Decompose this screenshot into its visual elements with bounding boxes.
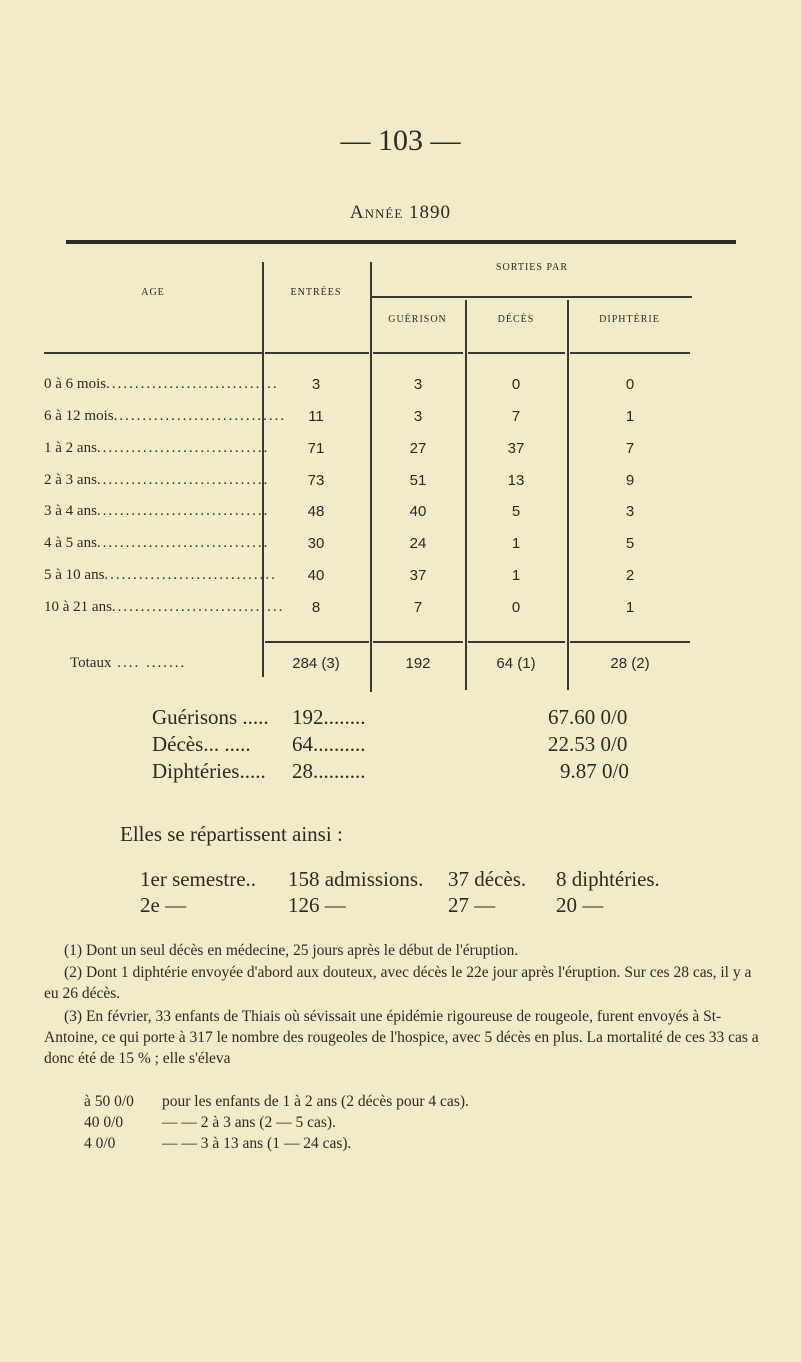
row-deces: 0 [511, 599, 521, 616]
row-entrees: 40 [307, 567, 325, 584]
col-rule-2 [370, 262, 372, 692]
row-age-cell: 10 à 21 ans.............................. [44, 599, 285, 615]
header-guerison: GUÉRISON [388, 314, 447, 325]
col-rule-4 [567, 300, 569, 690]
row-entrees: 11 [308, 408, 324, 425]
row-deces: 1 [511, 535, 521, 552]
row-guerison: 27 [409, 440, 427, 457]
totals-rule-deces [468, 641, 565, 643]
row-diphterie: 1 [625, 408, 635, 425]
header-age: AGE [141, 287, 165, 298]
totals-entrees: 284 (3) [292, 655, 340, 672]
row-entrees: 8 [311, 599, 321, 616]
stat-diphteries-percent: 9.87 0/0 [560, 759, 629, 783]
stat-guerisons-label: Guérisons ..... [152, 705, 269, 729]
totals-deces: 64 (1) [496, 655, 536, 672]
row-age: 6 à 12 mois [44, 408, 114, 424]
row-age: 10 à 21 ans [44, 599, 112, 615]
header-rule-age [44, 352, 264, 354]
mortality-line-3-text: — — 3 à 13 ans (1 — 24 cas). [162, 1135, 352, 1152]
header-rule-diphterie [570, 352, 690, 354]
table-top-rule [66, 240, 736, 244]
header-entrees: ENTRÉES [290, 287, 342, 298]
semester-1-deces: 37 décès. [448, 867, 527, 891]
row-guerison: 24 [409, 535, 427, 552]
page-number: — 103 — [340, 124, 461, 157]
mortality-line-2-pct: 40 0/0 [84, 1114, 124, 1131]
stat-diphteries-label: Diphtéries..... [152, 759, 266, 783]
stat-deces-count: 64.......... [292, 732, 366, 756]
row-age-cell: 2 à 3 ans.............................. [44, 472, 270, 488]
header-rule-guerison [373, 352, 463, 354]
stat-deces-percent: 22.53 0/0 [548, 732, 628, 756]
sorties-underline [372, 296, 692, 298]
totals-rule-diphterie [570, 641, 690, 643]
row-deces: 7 [511, 408, 521, 425]
semester-1-admissions: 158 admissions. [288, 867, 424, 891]
row-diphterie: 3 [625, 503, 635, 520]
semester-1-label: 1er semestre.. [140, 867, 257, 891]
row-entrees: 3 [311, 376, 321, 393]
row-entrees: 71 [307, 440, 325, 457]
stat-diphteries-count: 28.......... [292, 759, 366, 783]
row-diphterie: 7 [625, 440, 635, 457]
row-diphterie: 1 [625, 599, 635, 616]
row-age: 2 à 3 ans [44, 472, 97, 488]
header-rule-deces [468, 352, 565, 354]
mortality-line-3-pct: 4 0/0 [84, 1135, 116, 1152]
row-entrees: 73 [307, 472, 325, 489]
header-deces: DÉCÈS [497, 314, 535, 325]
totals-label-cell: Totaux .... ....... [70, 655, 187, 671]
row-deces: 1 [511, 567, 521, 584]
stat-deces-label: Décès... ..... [152, 732, 251, 756]
row-diphterie: 5 [625, 535, 635, 552]
col-rule-3 [465, 300, 467, 690]
row-guerison: 40 [409, 503, 427, 520]
repartition-intro: Elles se répartissent ainsi : [120, 822, 343, 846]
totals-rule-entrees [265, 641, 369, 643]
mortality-line-2-text: — — 2 à 3 ans (2 — 5 cas). [162, 1114, 336, 1131]
mortality-line-1-text: pour les enfants de 1 à 2 ans (2 décès pour 4 cas). [162, 1093, 469, 1110]
row-age-cell: 3 à 4 ans.............................. [44, 503, 270, 519]
row-diphterie: 0 [625, 376, 635, 393]
header-rule-entrees [265, 352, 369, 354]
footnote-2: (2) Dont 1 diphtérie envoyée d'abord aux douteux, avec décès le 22e jour après l'éruption. Sur ces 28 cas, il y a eu 26 décès. [44, 964, 752, 1002]
footnote-1: (1) Dont un seul décès en médecine, 25 jours après le début de l'éruption. [64, 942, 519, 959]
row-age-cell: 0 à 6 mois.............................. [44, 376, 279, 392]
totals-rule-guerison [373, 641, 463, 643]
row-age-cell: 5 à 10 ans.............................. [44, 567, 277, 583]
semester-2-label: 2e — [140, 893, 187, 917]
totals-label: Totaux [70, 655, 112, 671]
year-title: Année 1890 [349, 202, 452, 223]
semester-2-admissions: 126 — [288, 893, 346, 917]
row-guerison: 3 [413, 376, 423, 393]
totals-guerison: 192 [405, 655, 431, 672]
stat-guerisons-percent: 67.60 0/0 [548, 705, 628, 729]
row-deces: 37 [507, 440, 525, 457]
row-age-cell: 6 à 12 mois.............................. [44, 408, 287, 424]
header-diphterie: DIPHTÉRIE [599, 314, 660, 325]
mortality-line-1-pct: à 50 0/0 [84, 1093, 134, 1110]
row-age: 3 à 4 ans [44, 503, 97, 519]
row-diphterie: 9 [625, 472, 635, 489]
footnote-3: (3) En février, 33 enfants de Thiais où sévissait une épidémie rigoureuse de rougeole, furent envoyés à St-Antoine, ce qui porte à 317 le nombre des rougeoles de l'hospice, avec 5 décès en plus. La mortalité de ces 33 cas a donc été de 15 % ; elle s'éleva [44, 1008, 759, 1067]
row-guerison: 3 [413, 408, 423, 425]
row-deces: 5 [511, 503, 521, 520]
totals-diphterie: 28 (2) [610, 655, 650, 672]
row-age: 4 à 5 ans [44, 535, 97, 551]
semester-2-deces: 27 — [448, 893, 496, 917]
row-guerison: 7 [413, 599, 423, 616]
row-deces: 13 [507, 472, 525, 489]
row-age: 0 à 6 mois [44, 376, 107, 392]
row-entrees: 48 [307, 503, 325, 520]
row-guerison: 51 [409, 472, 427, 489]
row-deces: 0 [511, 376, 521, 393]
header-sorties: SORTIES PAR [496, 262, 568, 273]
semester-1-diphteries: 8 diphtéries. [556, 867, 660, 891]
row-age-cell: 4 à 5 ans.............................. [44, 535, 270, 551]
row-age-cell: 1 à 2 ans.............................. [44, 440, 270, 456]
row-entrees: 30 [307, 535, 325, 552]
row-guerison: 37 [409, 567, 427, 584]
row-age: 5 à 10 ans [44, 567, 105, 583]
row-diphterie: 2 [625, 567, 635, 584]
semester-2-diphteries: 20 — [556, 893, 604, 917]
row-age: 1 à 2 ans [44, 440, 97, 456]
stat-guerisons-count: 192........ [292, 705, 366, 729]
